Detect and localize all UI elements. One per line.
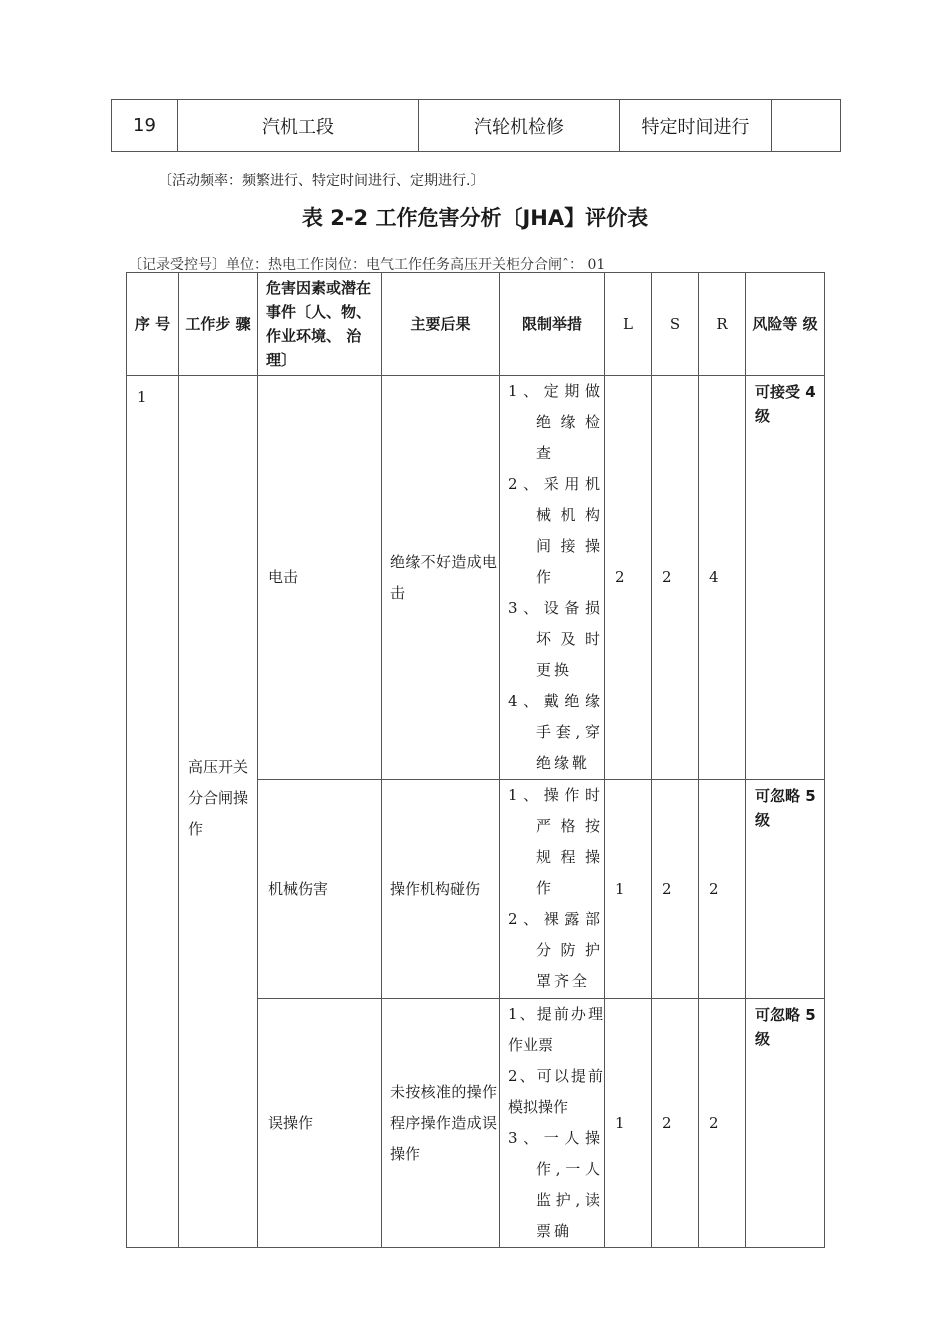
table-row (127, 376, 825, 780)
hazard-cell: 误操作 (258, 999, 382, 1248)
r-value: 2 (699, 999, 746, 1248)
measures-cell (500, 376, 605, 780)
hazard-cell: 机械伤害 (258, 780, 382, 999)
header-step: 工作步 骤 (179, 273, 258, 376)
risk-level-cell: 可忽略 5级 (746, 780, 825, 999)
header-measures: 限制举措 (500, 273, 605, 376)
l-value: 1 (605, 780, 652, 999)
work-step-cell (179, 376, 258, 1248)
r-value: 2 (699, 780, 746, 999)
measure-item: 1、操作时严格按规程操作 (508, 786, 603, 897)
header-s: S (652, 273, 699, 376)
s-value: 2 (652, 999, 699, 1248)
empty-cell (772, 100, 841, 152)
frequency-note: 〔活动频率：频繁进行、特定时间进行、定期进行.〕 (158, 173, 485, 189)
header-l: L (605, 273, 652, 376)
table-row (112, 100, 841, 152)
row-number: 19 (112, 100, 178, 152)
measure-item: 2、裸露部分防护罩齐全 (508, 910, 603, 990)
consequence-cell: 未按核准的操作程序操作造成误操作 (382, 999, 500, 1248)
header-risk: 风险等 级 (746, 273, 825, 376)
previous-page-table-row (111, 99, 841, 152)
section-cell: 汽机工段 (178, 100, 419, 152)
record-control-line: 〔记录受控号〕单位：热电工作岗位：电气工作任务高压开关柜分合闸ˆ： 01 (128, 257, 606, 273)
risk-level-cell: 可忽略 5级 (746, 999, 825, 1248)
measure-item: 1、提前办理作业票 (508, 1005, 603, 1054)
header-seq: 序 号 (127, 273, 179, 376)
consequence-cell: 绝缘不好造成电击 (382, 376, 500, 780)
table-title: 表 2-2 工作危害分析〔JHA】评价表 (301, 206, 649, 230)
r-value: 4 (699, 376, 746, 780)
l-value: 2 (605, 376, 652, 780)
measure-item: 4、戴绝缘手套,穿绝缘靴 (508, 692, 603, 772)
hazard-cell: 电击 (258, 376, 382, 780)
risk-level-cell: 可接受 4级 (746, 376, 825, 780)
task-cell: 汽轮机检修 (419, 100, 620, 152)
measure-item: 3、设备损坏及时更换 (508, 599, 603, 679)
measures-cell (500, 780, 605, 999)
header-hazard: 危害因素或潜在事件〔人、物、作业环境、 治理〕 (258, 273, 382, 376)
frequency-cell: 特定时间进行 (620, 100, 772, 152)
measure-item: 2、可以提前模拟操作 (508, 1067, 603, 1116)
l-value: 1 (605, 999, 652, 1248)
s-value: 2 (652, 780, 699, 999)
header-consequence: 主要后果 (382, 273, 500, 376)
jha-evaluation-table (126, 272, 825, 1248)
measures-cell (500, 999, 605, 1248)
measure-item: 1、定期做绝缘检查 (508, 382, 603, 462)
work-step-text: 高压开关分合闸操作 (188, 758, 249, 838)
measure-item: 3、一人操作,一人监护,读票确 (508, 1129, 603, 1240)
header-r: R (699, 273, 746, 376)
consequence-cell: 操作机构碰伤 (382, 780, 500, 999)
header-row (127, 273, 825, 376)
s-value: 2 (652, 376, 699, 780)
measure-item: 2、采用机械机构间接操作 (508, 475, 603, 586)
seq-cell: 1 (127, 376, 179, 1248)
